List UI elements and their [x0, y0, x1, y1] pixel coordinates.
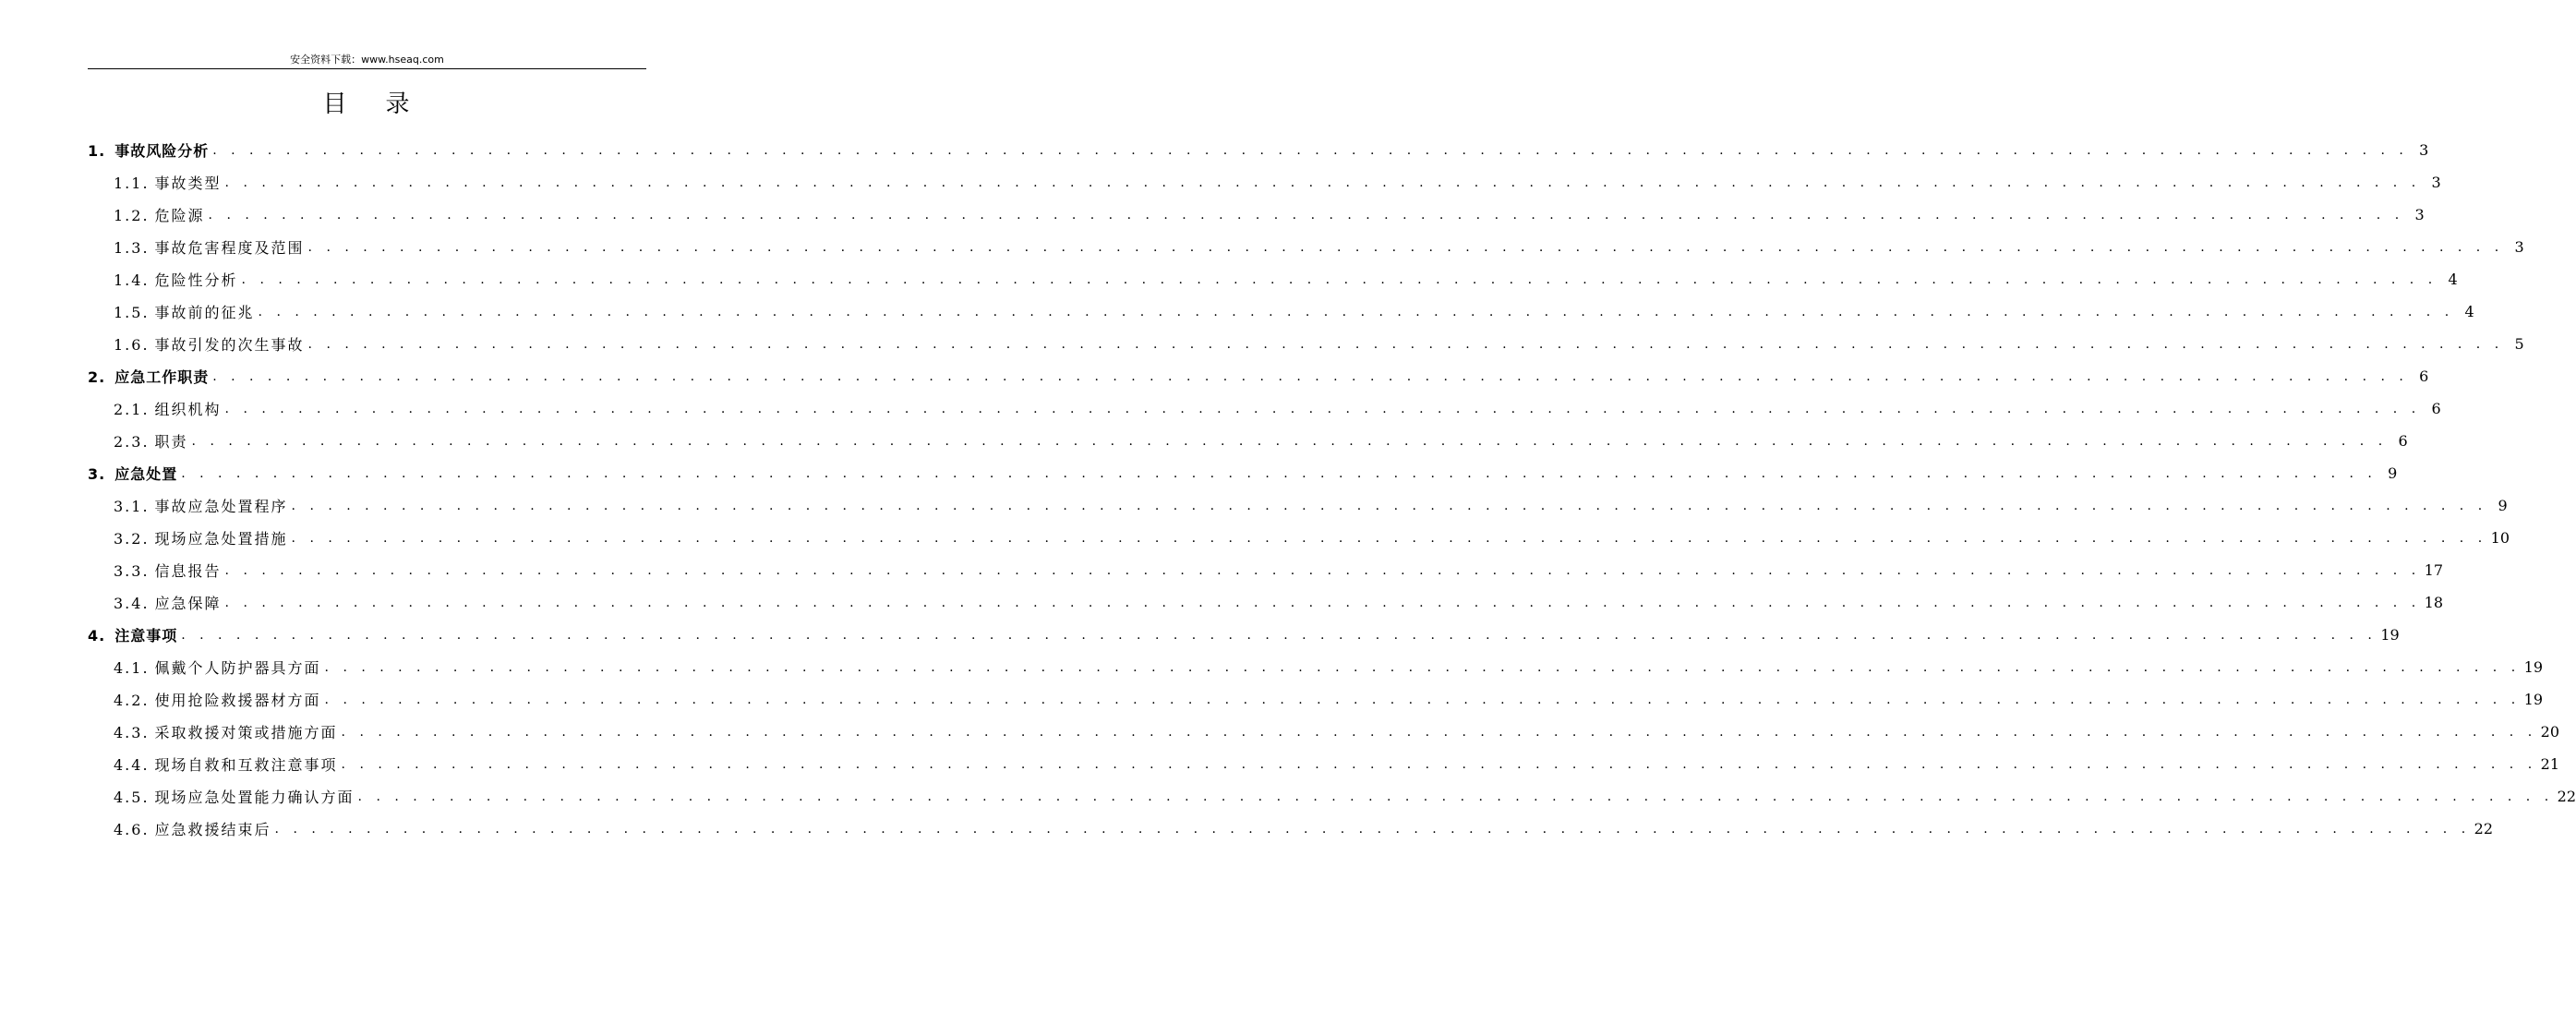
- toc-entry-number: 3.3.: [114, 562, 150, 580]
- toc-entry-label: [114, 527, 290, 548]
- toc-entry-text: 现场应急处置能力确认方面: [154, 789, 355, 806]
- toc-entry-text: 注意事项: [114, 627, 178, 644]
- toc-page-number: 5: [2514, 335, 2524, 353]
- toc-dot-leader: . . . . . . . . . . . . . . . . . . . . . . . . . . . . . . . . . . . . . . . . . . . . . . . . . . . . . . . . . . . . . . . . . . . . . . . . . . . . . . . . . . . . . . . . . . . . . . . . . . . . . . . . . . . . . . . . . . . . . . . .: [258, 304, 2454, 319]
- toc-entry-number: 1.6.: [114, 336, 150, 354]
- toc-entry-label: [114, 269, 240, 290]
- toc-entry-number: 4.2.: [114, 692, 150, 709]
- toc-subsection-entry[interactable]: [88, 425, 2408, 457]
- toc-entry-number: 3.1.: [114, 498, 150, 515]
- toc-page-number: 10: [2490, 529, 2510, 547]
- toc-entry-label: [114, 657, 323, 678]
- toc-entry-number: 3.: [88, 465, 106, 483]
- toc-entry-number: 2.: [88, 368, 106, 386]
- toc-page-number: 6: [2419, 367, 2429, 385]
- toc-entry-label: [114, 592, 223, 613]
- toc-entry-label: [114, 818, 273, 839]
- toc-page-number: 9: [2388, 464, 2398, 482]
- toc-entry-number: 3.4.: [114, 595, 150, 612]
- toc-dot-leader: . . . . . . . . . . . . . . . . . . . . . . . . . . . . . . . . . . . . . . . . . . . . . . . . . . . . . . . . . . . . . . . . . . . . . . . . . . . . . . . . . . . . . . . . . . . . . . . . . . . . . . . . . . . . . . . . . . . . . . . .: [224, 175, 2421, 190]
- toc-subsection-entry[interactable]: [88, 748, 2560, 780]
- toc-dot-leader: . . . . . . . . . . . . . . . . . . . . . . . . . . . . . . . . . . . . . . . . . . . . . . . . . . . . . . . . . . . . . . . . . . . . . . . . . . . . . . . . . . . . . . . . . . . . . . . . . . . . . . . . . . . . . . . . . . . . . . . .: [212, 142, 2409, 158]
- header-text: 安全资料下载：www.hseaq.com: [290, 54, 444, 66]
- toc-page-number: 21: [2540, 755, 2560, 773]
- toc-page-number: 3: [2419, 141, 2429, 159]
- toc-entry-number: 4.3.: [114, 724, 150, 741]
- toc-entry-number: 4.6.: [114, 821, 150, 838]
- toc-dot-leader: . . . . . . . . . . . . . . . . . . . . . . . . . . . . . . . . . . . . . . . . . . . . . . . . . . . . . . . . . . . . . . . . . . . . . . . . . . . . . . . . . . . . . . . . . . . . . . . . . . . . . . . . . . . . . . . . . . . . . . . .: [181, 627, 2377, 643]
- toc-entry-number: 2.3.: [114, 433, 150, 451]
- toc-dot-leader: . . . . . . . . . . . . . . . . . . . . . . . . . . . . . . . . . . . . . . . . . . . . . . . . . . . . . . . . . . . . . . . . . . . . . . . . . . . . . . . . . . . . . . . . . . . . . . . . . . . . . . . . . . . . . . . . . . . . . . . .: [341, 724, 2537, 740]
- toc-entry-text: 事故危害程度及范围: [154, 239, 305, 257]
- toc-entry-label: [114, 786, 356, 807]
- title-char-left: 目: [322, 90, 347, 118]
- toc-entry-number: 1.5.: [114, 304, 150, 321]
- toc-entry-label: [114, 204, 207, 225]
- toc-page-number: 3: [2514, 238, 2524, 256]
- toc-entry-label: [114, 721, 340, 742]
- toc-subsection-entry[interactable]: [88, 328, 2524, 360]
- toc-entry-text: 事故类型: [154, 175, 222, 192]
- toc-page-number: 3: [2431, 174, 2441, 191]
- toc-entry-text: 危险性分析: [154, 271, 238, 289]
- toc-entry-number: 1.2.: [114, 207, 150, 224]
- toc-entry-text: 采取救援对策或措施方面: [154, 724, 338, 741]
- toc-entry-text: 事故应急处置程序: [154, 498, 288, 515]
- toc-entry-label: [114, 495, 290, 516]
- toc-subsection-entry[interactable]: [88, 489, 2508, 522]
- toc-entry-number: 3.2.: [114, 530, 150, 548]
- toc-entry-text: 应急保障: [154, 595, 222, 612]
- toc-entry-text: 职责: [154, 433, 188, 451]
- toc-entry-text: 事故引发的次生事故: [154, 336, 305, 354]
- toc-entry-text: 事故前的征兆: [154, 304, 255, 321]
- toc-subsection-entry[interactable]: [88, 586, 2444, 619]
- toc-entry-label: [114, 172, 223, 193]
- toc-subsection-entry[interactable]: [88, 522, 2510, 554]
- toc-entry-label: [114, 689, 323, 710]
- toc-subsection-entry[interactable]: [88, 295, 2474, 328]
- toc-entry-label: [114, 236, 307, 258]
- title-char-right: 录: [385, 90, 410, 118]
- toc-entry-label: [88, 139, 211, 161]
- toc-dot-leader: . . . . . . . . . . . . . . . . . . . . . . . . . . . . . . . . . . . . . . . . . . . . . . . . . . . . . . . . . . . . . . . . . . . . . . . . . . . . . . . . . . . . . . . . . . . . . . . . . . . . . . . . . . . . . . . . . . . . . . . .: [224, 595, 2421, 610]
- toc-page-number: 6: [2431, 400, 2441, 417]
- toc-subsection-entry[interactable]: [88, 716, 2560, 748]
- toc-entry-number: 2.1.: [114, 401, 150, 418]
- toc-entry-label: [88, 366, 211, 387]
- toc-dot-leader: . . . . . . . . . . . . . . . . . . . . . . . . . . . . . . . . . . . . . . . . . . . . . . . . . . . . . . . . . . . . . . . . . . . . . . . . . . . . . . . . . . . . . . . . . . . . . . . . . . . . . . . . . . . . . . . . . . . . . . . .: [191, 433, 2388, 449]
- toc-entry-label: [114, 333, 307, 355]
- toc-dot-leader: . . . . . . . . . . . . . . . . . . . . . . . . . . . . . . . . . . . . . . . . . . . . . . . . . . . . . . . . . . . . . . . . . . . . . . . . . . . . . . . . . . . . . . . . . . . . . . . . . . . . . . . . . . . . . . . . . . . . . . . .: [291, 530, 2487, 546]
- toc-entry-text: 使用抢险救援器材方面: [154, 692, 321, 709]
- toc-dot-leader: . . . . . . . . . . . . . . . . . . . . . . . . . . . . . . . . . . . . . . . . . . . . . . . . . . . . . . . . . . . . . . . . . . . . . . . . . . . . . . . . . . . . . . . . . . . . . . . . . . . . . . . . . . . . . . . . . . . . . . . .: [307, 239, 2504, 255]
- toc-page-number: 19: [2523, 658, 2544, 676]
- toc-page-number: 4: [2464, 303, 2474, 320]
- toc-page-number: 22: [2557, 788, 2576, 805]
- toc-dot-leader: . . . . . . . . . . . . . . . . . . . . . . . . . . . . . . . . . . . . . . . . . . . . . . . . . . . . . . . . . . . . . . . . . . . . . . . . . . . . . . . . . . . . . . . . . . . . . . . . . . . . . . . . . . . . . . . . . . . . . . . .: [208, 207, 2404, 223]
- toc-dot-leader: . . . . . . . . . . . . . . . . . . . . . . . . . . . . . . . . . . . . . . . . . . . . . . . . . . . . . . . . . . . . . . . . . . . . . . . . . . . . . . . . . . . . . . . . . . . . . . . . . . . . . . . . . . . . . . . . . . . . . . . .: [274, 821, 2471, 837]
- toc-dot-leader: . . . . . . . . . . . . . . . . . . . . . . . . . . . . . . . . . . . . . . . . . . . . . . . . . . . . . . . . . . . . . . . . . . . . . . . . . . . . . . . . . . . . . . . . . . . . . . . . . . . . . . . . . . . . . . . . . . . . . . . .: [307, 336, 2504, 352]
- toc-section-entry[interactable]: [88, 457, 2398, 489]
- toc-entry-label: [114, 301, 257, 322]
- page-header: [88, 52, 646, 69]
- toc-page-number: 20: [2540, 723, 2560, 741]
- toc-entry-text: 现场自救和互救注意事项: [154, 756, 338, 774]
- toc-entry-number: 1.4.: [114, 271, 150, 289]
- toc-dot-leader: . . . . . . . . . . . . . . . . . . . . . . . . . . . . . . . . . . . . . . . . . . . . . . . . . . . . . . . . . . . . . . . . . . . . . . . . . . . . . . . . . . . . . . . . . . . . . . . . . . . . . . . . . . . . . . . . . . . . . . . .: [291, 498, 2487, 513]
- toc-entry-label: [114, 560, 223, 581]
- toc-dot-leader: . . . . . . . . . . . . . . . . . . . . . . . . . . . . . . . . . . . . . . . . . . . . . . . . . . . . . . . . . . . . . . . . . . . . . . . . . . . . . . . . . . . . . . . . . . . . . . . . . . . . . . . . . . . . . . . . . . . . . . . .: [212, 368, 2409, 384]
- toc-page-number: 19: [2380, 626, 2400, 644]
- toc-dot-leader: . . . . . . . . . . . . . . . . . . . . . . . . . . . . . . . . . . . . . . . . . . . . . . . . . . . . . . . . . . . . . . . . . . . . . . . . . . . . . . . . . . . . . . . . . . . . . . . . . . . . . . . . . . . . . . . . . . . . . . . .: [357, 789, 2554, 804]
- toc-entry-text: 信息报告: [154, 562, 222, 580]
- toc-page-number: 19: [2523, 691, 2544, 708]
- toc-dot-leader: . . . . . . . . . . . . . . . . . . . . . . . . . . . . . . . . . . . . . . . . . . . . . . . . . . . . . . . . . . . . . . . . . . . . . . . . . . . . . . . . . . . . . . . . . . . . . . . . . . . . . . . . . . . . . . . . . . . . . . . .: [224, 562, 2421, 578]
- toc-entry-label: [114, 398, 223, 419]
- toc-subsection-entry[interactable]: [88, 199, 2425, 231]
- toc-entry-text: 佩戴个人防护器具方面: [154, 659, 321, 677]
- toc-entry-text: 现场应急处置措施: [154, 530, 288, 548]
- toc-entry-number: 1.3.: [114, 239, 150, 257]
- toc-dot-leader: . . . . . . . . . . . . . . . . . . . . . . . . . . . . . . . . . . . . . . . . . . . . . . . . . . . . . . . . . . . . . . . . . . . . . . . . . . . . . . . . . . . . . . . . . . . . . . . . . . . . . . . . . . . . . . . . . . . . . . . .: [324, 692, 2521, 707]
- toc-subsection-entry[interactable]: [88, 780, 2576, 813]
- toc-entry-text: 危险源: [154, 207, 205, 224]
- toc-entry-number: 1.1.: [114, 175, 150, 192]
- toc-subsection-entry[interactable]: [88, 554, 2444, 586]
- toc-section-entry[interactable]: [88, 360, 2429, 392]
- toc-entry-number: 4.4.: [114, 756, 150, 774]
- toc-page-number: 6: [2398, 432, 2408, 450]
- table-of-contents: [88, 134, 2576, 845]
- toc-page-number: 17: [2424, 561, 2444, 579]
- toc-dot-leader: . . . . . . . . . . . . . . . . . . . . . . . . . . . . . . . . . . . . . . . . . . . . . . . . . . . . . . . . . . . . . . . . . . . . . . . . . . . . . . . . . . . . . . . . . . . . . . . . . . . . . . . . . . . . . . . . . . . . . . . .: [324, 659, 2521, 675]
- toc-subsection-entry[interactable]: [88, 392, 2441, 425]
- toc-section-entry[interactable]: [88, 619, 2400, 651]
- toc-page-number: 4: [2448, 271, 2458, 288]
- toc-entry-number: 4.5.: [114, 789, 150, 806]
- toc-dot-leader: . . . . . . . . . . . . . . . . . . . . . . . . . . . . . . . . . . . . . . . . . . . . . . . . . . . . . . . . . . . . . . . . . . . . . . . . . . . . . . . . . . . . . . . . . . . . . . . . . . . . . . . . . . . . . . . . . . . . . . . .: [241, 271, 2438, 287]
- toc-subsection-entry[interactable]: [88, 231, 2524, 263]
- toc-entry-number: 4.1.: [114, 659, 150, 677]
- toc-entry-text: 应急处置: [114, 465, 178, 483]
- toc-dot-leader: . . . . . . . . . . . . . . . . . . . . . . . . . . . . . . . . . . . . . . . . . . . . . . . . . . . . . . . . . . . . . . . . . . . . . . . . . . . . . . . . . . . . . . . . . . . . . . . . . . . . . . . . . . . . . . . . . . . . . . . .: [181, 465, 2377, 481]
- toc-entry-text: 应急救援结束后: [154, 821, 271, 838]
- toc-entry-text: 事故风险分析: [114, 142, 210, 160]
- toc-subsection-entry[interactable]: [88, 263, 2458, 295]
- toc-subsection-entry[interactable]: [88, 683, 2544, 716]
- toc-entry-number: 1.: [88, 142, 106, 160]
- toc-entry-label: [114, 753, 340, 775]
- toc-entry-number: 4.: [88, 627, 106, 644]
- toc-subsection-entry[interactable]: [88, 166, 2441, 199]
- toc-entry-text: 组织机构: [154, 401, 222, 418]
- toc-entry-label: [88, 624, 179, 645]
- page-title: [0, 89, 732, 120]
- toc-entry-text: 应急工作职责: [114, 368, 210, 386]
- toc-section-entry[interactable]: [88, 134, 2429, 166]
- toc-page-number: 22: [2474, 820, 2494, 837]
- toc-subsection-entry[interactable]: [88, 651, 2544, 683]
- toc-subsection-entry[interactable]: [88, 813, 2494, 845]
- toc-dot-leader: . . . . . . . . . . . . . . . . . . . . . . . . . . . . . . . . . . . . . . . . . . . . . . . . . . . . . . . . . . . . . . . . . . . . . . . . . . . . . . . . . . . . . . . . . . . . . . . . . . . . . . . . . . . . . . . . . . . . . . . .: [224, 401, 2421, 416]
- toc-entry-label: [88, 463, 179, 484]
- toc-page-number: 18: [2424, 594, 2444, 611]
- toc-page-number: 9: [2498, 497, 2508, 514]
- toc-dot-leader: . . . . . . . . . . . . . . . . . . . . . . . . . . . . . . . . . . . . . . . . . . . . . . . . . . . . . . . . . . . . . . . . . . . . . . . . . . . . . . . . . . . . . . . . . . . . . . . . . . . . . . . . . . . . . . . . . . . . . . . .: [341, 756, 2537, 772]
- toc-entry-label: [114, 430, 190, 452]
- toc-page-number: 3: [2414, 206, 2425, 223]
